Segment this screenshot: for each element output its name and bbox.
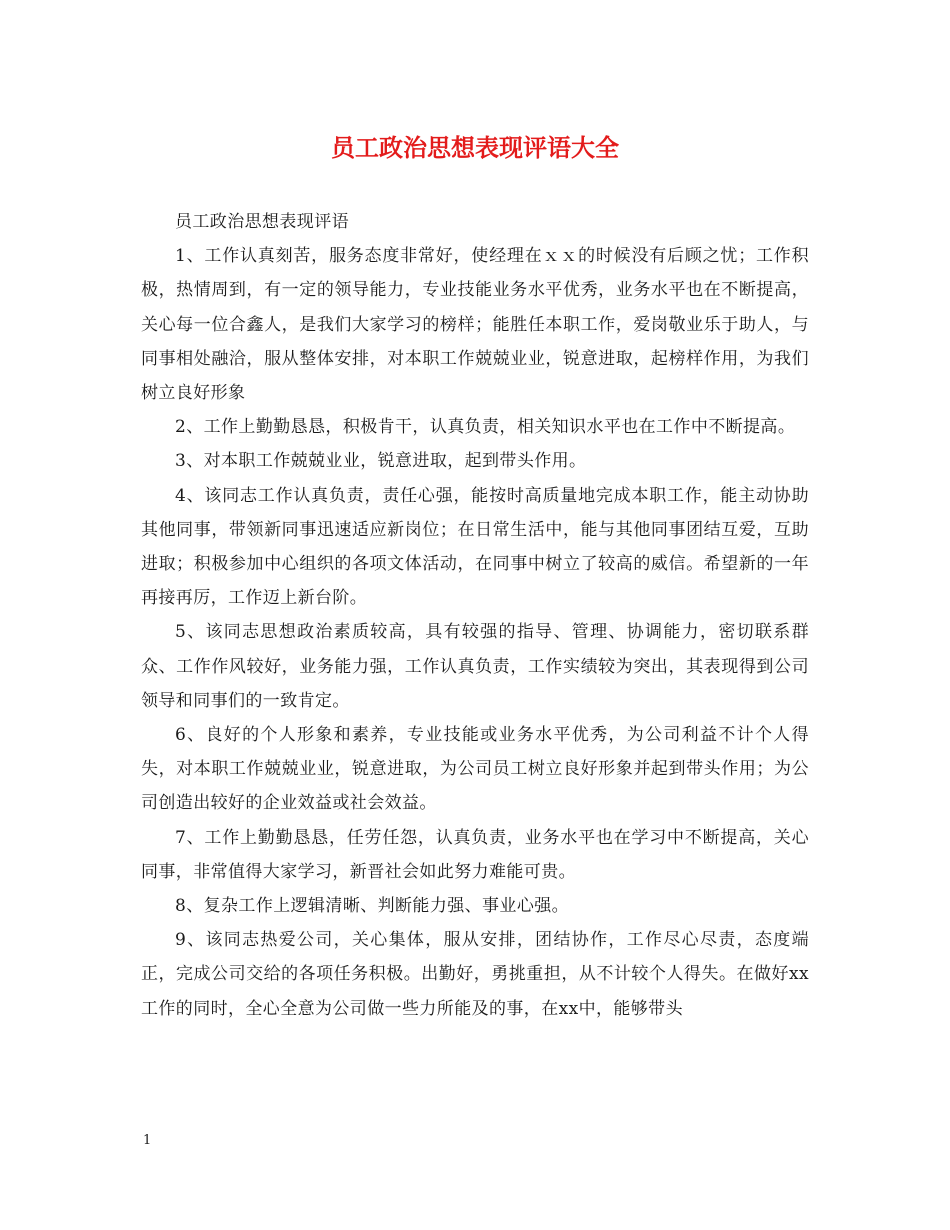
paragraph-item-4: 4、该同志工作认真负责，责任心强，能按时高质量地完成本职工作，能主动协助其他同事，带领新同事迅速适应新岗位；在日常生活中，能与其他同事团结互爱，互助进取；积极参加中心组织的各项文体活动，在同事中树立了较高的威信。希望新的一年再接再厉，工作迈上新台阶。 [141,485,809,609]
paragraph-item-9: 9、该同志热爱公司，关心集体，服从安排，团结协作，工作尽心尽责，态度端正，完成公司交给的各项任务积极。出勤好，勇挑重担，从不计较个人得失。在做好xx工作的同时，全心全意为公司做一些力所能及的事，在xx中，能够带头 [141,930,809,1019]
paragraph-subtitle: 员工政治思想表现评语 [175,212,349,232]
paragraph-item-1: 1、工作认真刻苦，服务态度非常好，使经理在ｘｘ的时候没有后顾之忧；工作积极，热情周到，有一定的领导能力，专业技能业务水平优秀，业务水平也在不断提高，关心每一位合鑫人，是我们大家学习的榜样；能胜任本职工作，爱岗敬业乐于助人，与同事相处融洽，服从整体安排，对本职工作兢兢业业，锐意进取，起榜样作用，为我们树立良好形象 [141,246,809,404]
paragraph-item-7: 7、工作上勤勤恳恳，任劳任怨，认真负责，业务水平也在学习中不断提高，关心同事，非常值得大家学习，新晋社会如此努力难能可贵。 [141,827,809,882]
page-number: 1 [143,1133,152,1148]
paragraph-item-6: 6、良好的个人形象和素养，专业技能或业务水平优秀，为公司利益不计个人得失，对本职工作兢兢业业，锐意进取，为公司员工树立良好形象并起到带头作用；为公司创造出较好的企业效益或社会效益。 [141,725,809,814]
document-title: 员工政治思想表现评语大全 [331,133,619,162]
document-body [141,205,809,1026]
paragraph-item-8: 8、复杂工作上逻辑清晰、判断能力强、事业心强。 [175,896,570,917]
paragraph-item-3: 3、对本职工作兢兢业业，锐意进取，起到带头作用。 [175,451,587,472]
paragraph-item-5: 5、该同志思想政治素质较高，具有较强的指导、管理、协调能力，密切联系群众、工作作风较好，业务能力强，工作认真负责，工作实绩较为突出，其表现得到公司领导和同事们的一致肯定。 [141,622,809,711]
paragraph-item-2: 2、工作上勤勤恳恳，积极肯干，认真负责，相关知识水平也在工作中不断提高。 [175,417,796,438]
